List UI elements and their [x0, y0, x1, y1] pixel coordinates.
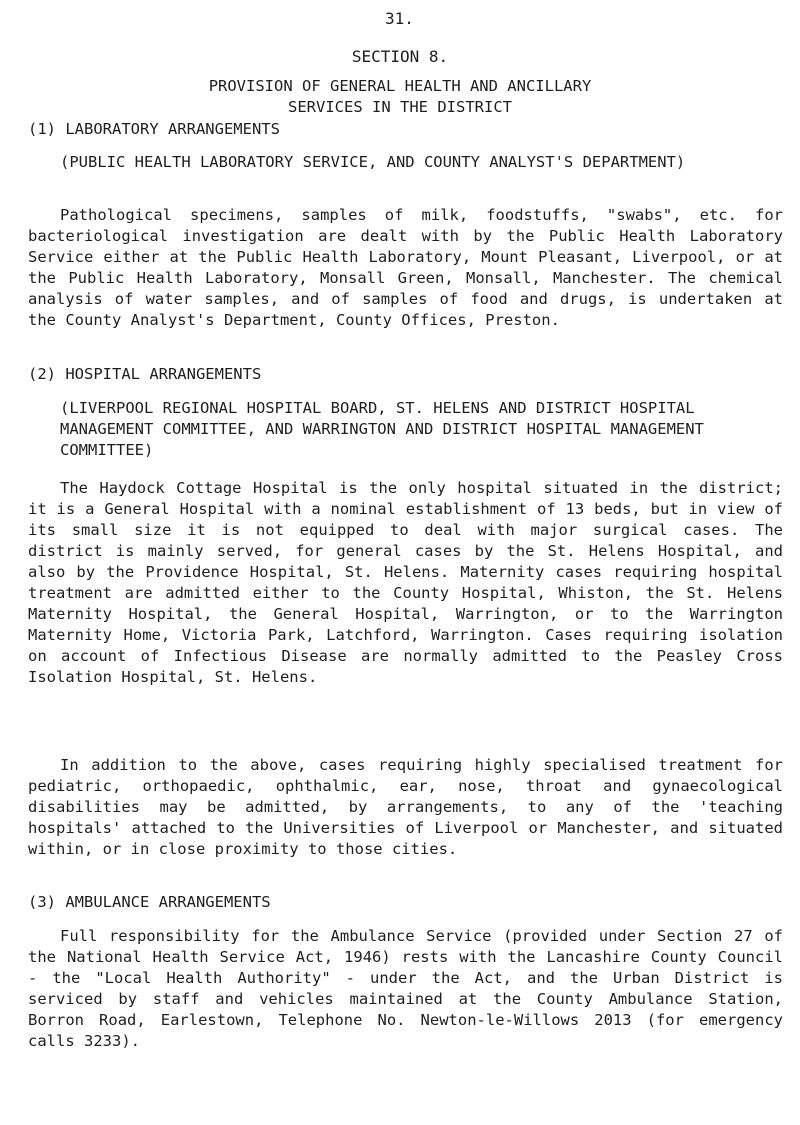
hospital-heading: (2) HOSPITAL ARRANGEMENTS — [28, 365, 262, 383]
hospital-authority: (LIVERPOOL REGIONAL HOSPITAL BOARD, ST. HELENS AND DISTRICT HOSPITAL MANAGEMENT COMMITTEE, AND WARRINGTON AND DISTRICT HOSPITAL MANAGEMENT COMMITTEE) — [60, 399, 704, 459]
ambulance-paragraph: Full responsibility for the Ambulance Service (provided under Section 27 of the National Health Service Act, 1946) rests with the Lancashire County Council - the "Local Health Authority" - under the Act, and the Urban District is serviced by staff and vehicles maintained at the County Ambulance Station, Borron Road, Earlestown, Telephone No. Newton-le-Willows 2013 (for emergency calls 3233). — [28, 927, 783, 1050]
page-number: 31. — [385, 9, 414, 28]
laboratory-authority: (PUBLIC HEALTH LABORATORY SERVICE, AND COUNTY ANALYST'S DEPARTMENT) — [60, 153, 686, 171]
hospital-paragraph-1: The Haydock Cottage Hospital is the only hospital situated in the district; it is a General Hospital with a nominal establishment of 13 beds, but in view of its small size it is not equipped to deal with major surgical cases. The district is mainly served, for general cases by the St. Helens Hospital, and also by the Providence Hospital, St. Helens. Maternity cases requiring hospital treatment are admitted either to the County Hospital, Whiston, the St. Helens Maternity Hospital, the General Hospital, Warrington, or to the Warrington Maternity Home, Victoria Park, Latchford, Warrington. Cases requiring isolation on account of Infectious Disease are normally admitted to the Peasley Cross Isolation Hospital, St. Helens. — [28, 479, 783, 686]
laboratory-paragraph: Pathological specimens, samples of milk, foodstuffs, "swabs", etc. for bacteriological investigation are dealt with by the Public Health Laboratory Service either at the Public Health Laboratory, Mount Pleasant, Liverpool, or at the Public Health Laboratory, Monsall Green, Monsall, Manchester. The chemical analysis of water samples, and of samples of food and drugs, is undertaken at the County Analyst's Department, County Offices, Preston. — [28, 206, 783, 329]
laboratory-heading: (1) LABORATORY ARRANGEMENTS — [28, 120, 280, 138]
section-title — [0, 76, 800, 118]
ambulance-heading: (3) AMBULANCE ARRANGEMENTS — [28, 893, 271, 911]
hospital-paragraph-2: In addition to the above, cases requiring highly specialised treatment for pediatric, orthopaedic, ophthalmic, ear, nose, throat and gynaecological disabilities may be admitted, by arrangements, to any of the 'teaching hospitals' attached to the Universities of Liverpool or Manchester, and situated within, or in close proximity to those cities. — [28, 756, 783, 858]
section-title-line-2: SERVICES IN THE DISTRICT — [288, 98, 512, 116]
section-heading: SECTION 8. — [351, 47, 449, 66]
section-title-line-1: PROVISION OF GENERAL HEALTH AND ANCILLARY — [208, 77, 592, 95]
